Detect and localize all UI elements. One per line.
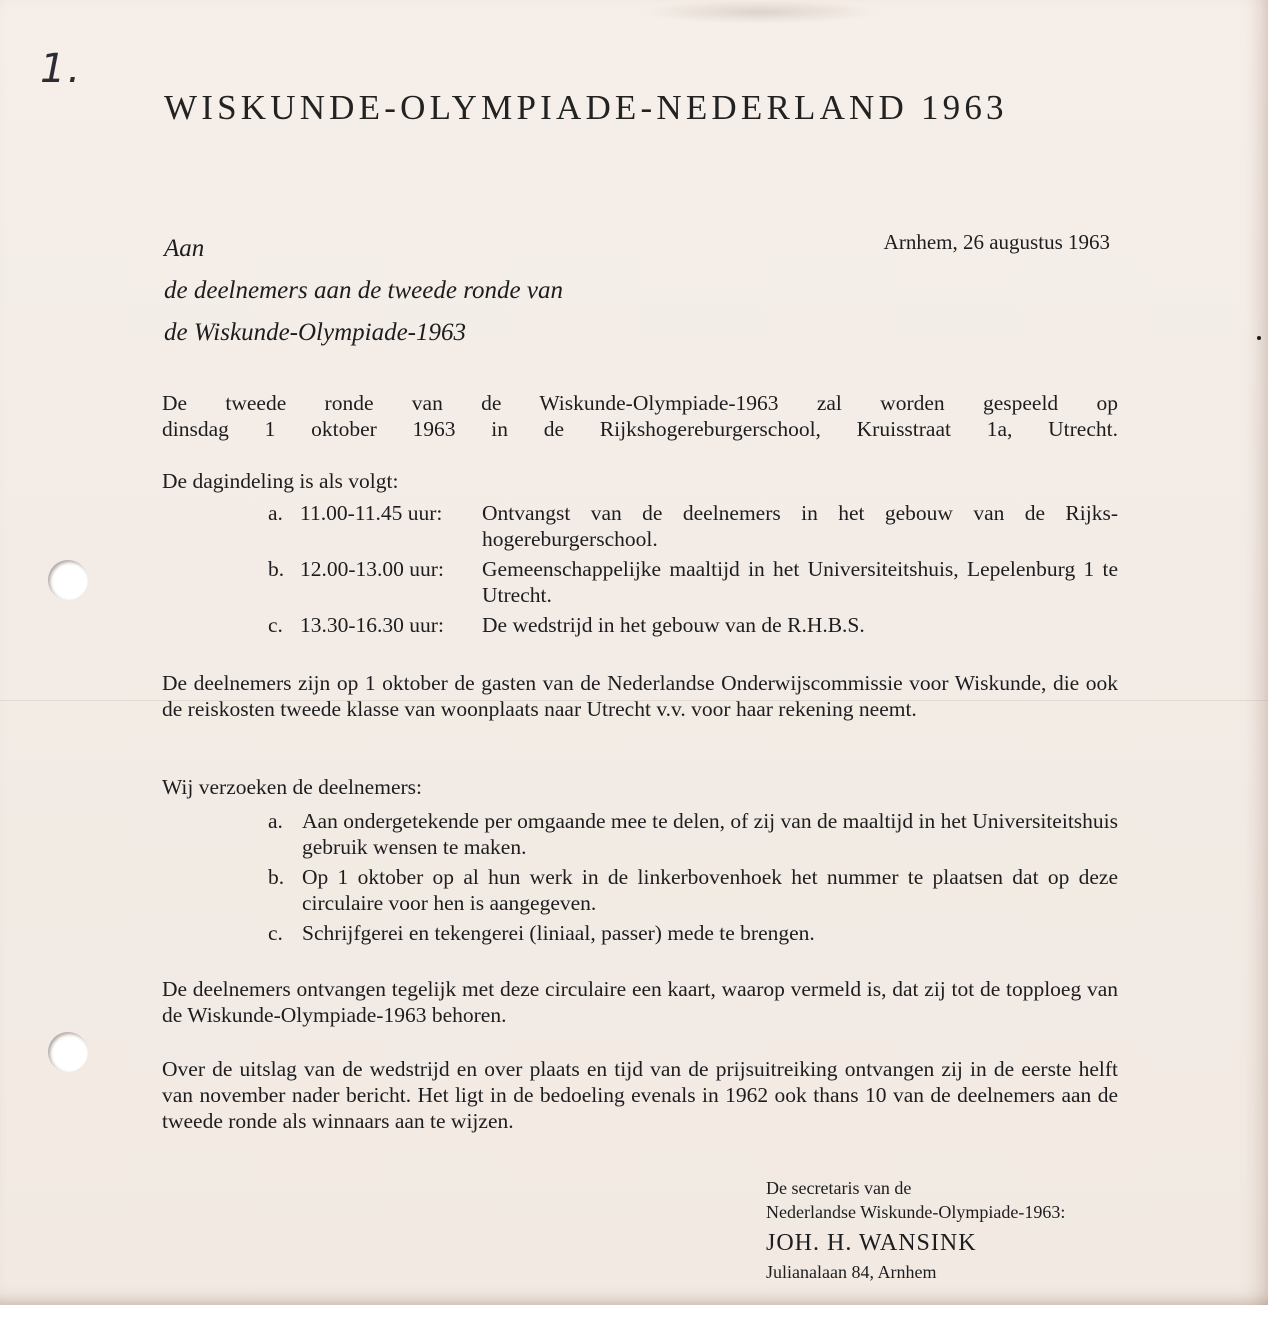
schedule-time: 11.00-11.45 uur:: [300, 501, 443, 525]
request-marker: b.: [268, 865, 285, 889]
requests-heading: Wij verzoeken de deelnemers:: [162, 775, 422, 799]
addressee-line-1: Aan: [164, 235, 205, 262]
request-marker: a.: [268, 809, 283, 833]
intro-line-1: De tweede ronde van de Wiskunde-Olympiade-1963 zal worden gespeeld op: [162, 391, 1118, 415]
request-item: [268, 920, 1118, 946]
intro-paragraph: [162, 390, 1118, 442]
signatory-name: JOH. H. WANSINK: [766, 1230, 977, 1256]
schedule-text: De wedstrijd in het gebouw van de R.H.B.S.: [482, 613, 865, 637]
addressee-line-3: de Wiskunde-Olympiade-1963: [164, 319, 467, 346]
schedule-marker: a.: [268, 501, 283, 525]
letter-title: WISKUNDE-OLYMPIADE-NEDERLAND 1963: [164, 88, 1008, 127]
signatory-address: Julianalaan 84, Arnhem: [766, 1262, 937, 1282]
schedule-marker: b.: [268, 557, 285, 581]
requests-list: [268, 808, 1118, 950]
signature-role-line-1: De secretaris van de: [766, 1178, 912, 1198]
schedule-item: [268, 612, 1118, 638]
request-marker: c.: [268, 921, 283, 945]
card-paragraph: De deelnemers ontvangen tegelijk met deze circulaire een kaart, waarop vermeld is, dat zij tot de topploeg van de Wiskunde-Olympiade-1963 behoren.: [162, 977, 1118, 1027]
signature-role-line-2: Nederlandse Wiskunde-Olympiade-1963:: [766, 1202, 1066, 1222]
request-item: [268, 808, 1118, 860]
signature-block: [766, 1176, 1065, 1284]
punch-hole-icon: [48, 1032, 88, 1072]
paper-fold-shadow: [640, 0, 880, 24]
schedule-marker: c.: [268, 613, 283, 637]
punch-hole-icon: [48, 560, 88, 600]
schedule-item: [268, 500, 1118, 552]
request-item: [268, 864, 1118, 916]
addressee-line-2: de deelnemers aan de tweede ronde van: [164, 277, 563, 304]
guests-paragraph: De deelnemers zijn op 1 oktober de gasten van de Nederlandse Onderwijscommissie voor Wiskunde, die ook de reiskosten tweede klasse van woonplaats naar Utrecht v.v. voor haar rekening neemt.: [162, 671, 1118, 721]
schedule-list: [268, 500, 1118, 642]
request-text: Aan ondergetekende per omgaande mee te delen, of zij van de maaltijd in het Universiteitshuis gebruik wensen te maken.: [302, 809, 1118, 859]
request-text: Op 1 oktober op al hun werk in de linkerbovenhoek het nummer te plaatsen dat op deze circulaire voor hen is aangegeven.: [302, 865, 1118, 915]
addressee-block: [164, 228, 563, 354]
results-paragraph: Over de uitslag van de wedstrijd en over plaats en tijd van de prijsuitreiking ontvangen zij in de eerste helft van november nader bericht. Het ligt in de bedoeling evenals in 1962 ook thans 10 van de deelnemers aan de tweede ronde als winnaars aan te wijzen.: [162, 1057, 1118, 1133]
schedule-time: 13.30-16.30 uur:: [300, 613, 444, 637]
handwritten-number: 1.: [40, 46, 83, 92]
ink-speck-icon: [1257, 336, 1261, 340]
schedule-time: 12.00-13.00 uur:: [300, 557, 444, 581]
schedule-text: Gemeenschappelijke maaltijd in het Universiteitshuis, Lepelenburg 1 te Utrecht.: [482, 557, 1118, 607]
schedule-item: [268, 556, 1118, 608]
letter-date: Arnhem, 26 augustus 1963: [883, 230, 1110, 254]
request-text: Schrijfgerei en tekengerei (liniaal, passer) mede te brengen.: [302, 921, 815, 945]
intro-line-2: dinsdag 1 oktober 1963 in de Rijkshogereburgerschool, Kruisstraat 1a, Utrecht.: [162, 417, 1118, 441]
schedule-heading: De dagindeling is als volgt:: [162, 469, 399, 493]
schedule-text: Ontvangst van de deelnemers in het gebouw van de Rijks-hogereburgerschool.: [482, 501, 1118, 551]
